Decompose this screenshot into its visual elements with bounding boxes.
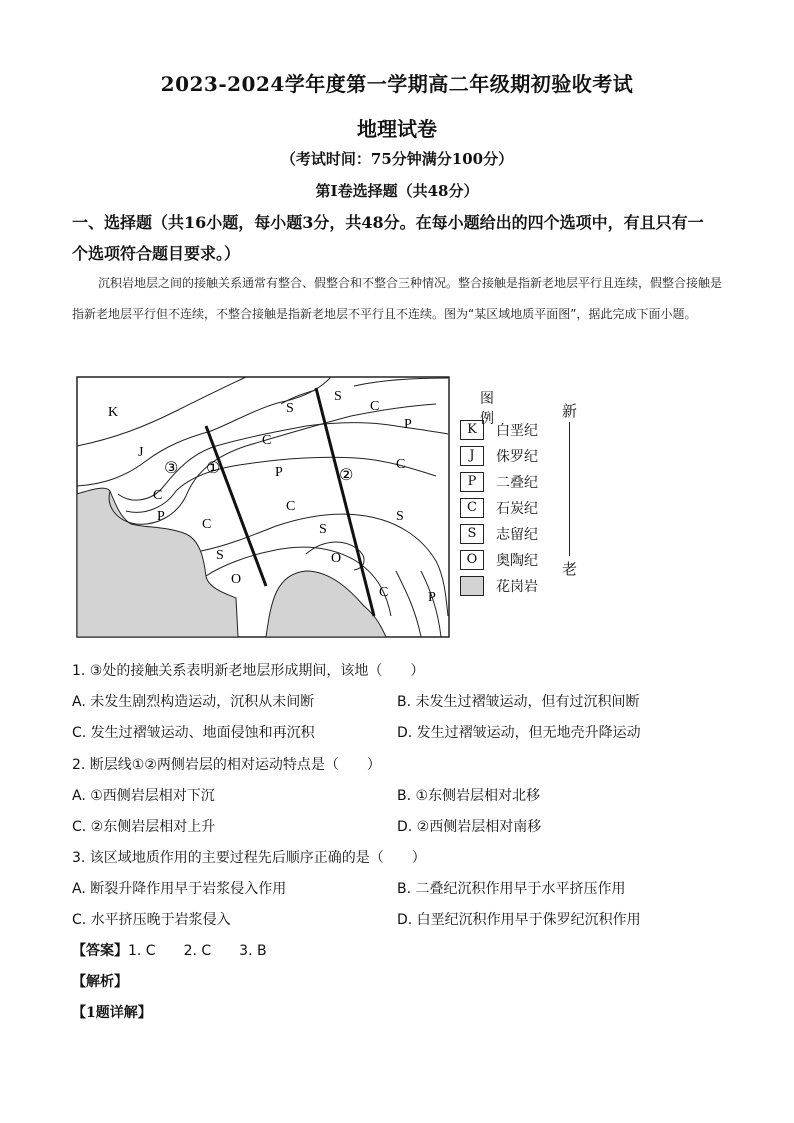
age-old-label: 老 [562,560,578,578]
answer-values: 1. C 2. C 3. B [128,943,267,959]
question-2-option-a[interactable]: A. ①西侧岩层相对下沉 [72,788,215,804]
question-1-option-d[interactable]: D. 发生过褶皱运动，但无地壳升降运动 [397,725,641,741]
question-3-option-c[interactable]: C. 水平挤压晚于岩浆侵入 [72,912,231,928]
section-title: 第Ⅰ卷选择题（共48分） [315,182,479,200]
legend-label-o: 奥陶纪 [496,553,538,569]
label-s5: S [396,509,404,524]
label-s3: S [319,522,327,537]
question-1-option-a[interactable]: A. 未发生剧烈构造运动，沉积从未间断 [72,694,315,710]
legend-label-k: 白垩纪 [496,423,538,439]
label-c2: C [202,517,212,532]
legend-swatch-j: J [460,446,484,466]
question-3-option-a[interactable]: A. 断裂升降作用早于岩浆侵入作用 [72,881,287,897]
instructions-line-2: 个选项符合题目要求。） [72,244,241,263]
age-axis-line [569,422,570,556]
label-c4: C [286,499,296,514]
instructions-line-1: 一、选择题（共16小题，每小题3分，共48分。在每小题给出的四个选项中，有且只有一 [72,213,704,232]
geologic-map [76,376,450,638]
question-1-option-b[interactable]: B. 未发生过褶皱运动，但有过沉积间断 [397,694,640,710]
label-p3: P [404,417,412,432]
label-c1: C [153,488,163,503]
label-s2: S [286,401,294,416]
legend-swatch-p: P [460,472,484,492]
label-p2: P [275,465,283,480]
detail-line [72,1002,152,1022]
question-1-stem: 1. ③处的接触关系表明新老地层形成期间，该地（ ） [72,663,425,679]
question-2-option-b[interactable]: B. ①东侧岩层相对北移 [397,788,541,804]
label-c6: C [396,457,406,472]
question-3-option-d[interactable]: D. 白垩纪沉积作用早于侏罗纪沉积作用 [397,912,641,928]
legend-swatch-k: K [460,420,484,440]
legend-swatch-o: O [460,550,484,570]
detail-label: 【1题详解】 [72,1005,152,1021]
label-p4: P [428,590,436,605]
answer-label: 【答案】 [72,943,128,959]
legend-swatch-c: C [460,498,484,518]
label-k: K [108,405,119,420]
subject-title: 地理试卷 [357,117,437,141]
legend-title: 图例 [480,391,494,427]
label-s1: S [216,548,224,563]
marker-1: ① [206,458,221,477]
label-s4: S [334,389,342,404]
label-p1: P [157,509,165,524]
legend-swatch-granite [460,576,484,596]
question-1-option-c[interactable]: C. 发生过褶皱运动、地面侵蚀和再沉积 [72,725,315,741]
analysis-line [72,971,128,991]
label-c5: C [370,399,380,414]
age-new-label: 新 [562,402,578,420]
legend-label-c: 石炭纪 [496,501,538,517]
label-o2: O [331,551,342,566]
legend-label-s: 志留纪 [496,527,538,543]
question-2-stem: 2. 断层线①②两侧岩层的相对运动特点是（ ） [72,757,381,773]
passage-text: 沉积岩地层之间的接触关系通常有整合、假整合和不整合三种情况。整合接触是指新老地层平行且连续，假整合接触是指新老地层平行但不连续，不整合接触是指新老地层不平行且不连续。图为“某区域地质平面图”，据此完成下面小题。 [72,276,723,321]
legend-swatch-s: S [460,524,484,544]
question-2-option-d[interactable]: D. ②西侧岩层相对南移 [397,819,542,835]
question-3-stem: 3. 该区域地质作用的主要过程先后顺序正确的是（ ） [72,850,426,866]
label-o1: O [231,572,242,587]
label-c7: C [379,585,389,600]
legend-label-p: 二叠纪 [496,475,538,491]
label-c3: C [262,433,272,448]
exam-info: （考试时间：75分钟满分100分） [280,150,514,168]
legend-label-granite: 花岗岩 [496,579,538,595]
exam-title: 2023-2024学年度第一学期高二年级期初验收考试 [160,72,634,96]
analysis-label: 【解析】 [72,974,128,990]
question-3-option-b[interactable]: B. 二叠纪沉积作用早于水平挤压作用 [397,881,626,897]
question-2-option-c[interactable]: C. ②东侧岩层相对上升 [72,819,216,835]
legend-label-j: 侏罗纪 [496,449,538,465]
marker-3: ③ [164,458,179,477]
answer-line [72,940,267,960]
label-j: J [138,445,144,460]
marker-2: ② [339,465,354,484]
